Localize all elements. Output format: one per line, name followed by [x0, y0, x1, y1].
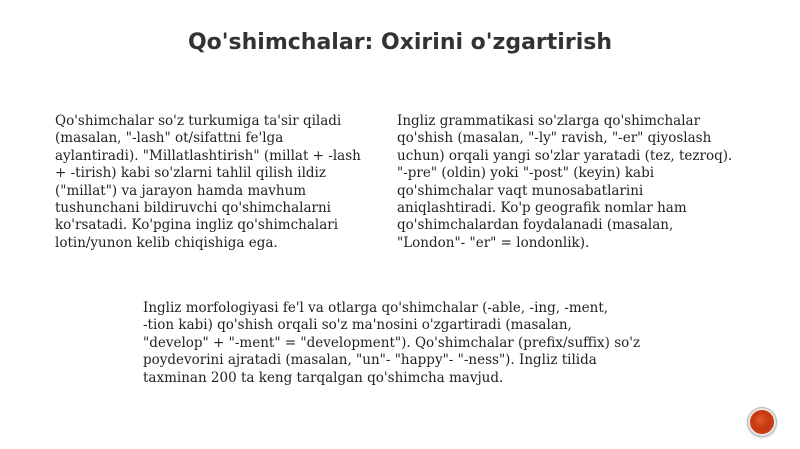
- right-paragraph: Ingliz grammatikasi so'zlarga qo'shimchalar qo'shish (masalan, "-ly" ravish, "-er" qiyoslash uchun) orqali yangi so'zlar yaratadi (tez, tezroq). "-pre" (oldin) yoki "-post" (keyin) kabi qo'shimchalar vaqt munosabatlarini aniqlashtiradi. Ko'p geografik nomlar ham qo'shimchalardan foydalanadi (masalan, "London"- "er" = londonlik).: [397, 113, 733, 251]
- slide-title: Qo'shimchalar: Oxirini o'zgartirish: [187, 30, 612, 55]
- bottom-paragraph: Ingliz morfologiyasi fe'l va otlarga qo'shimchalar (-able, -ing, -ment, -tion kabi) qo'shish orqali so'z ma'nosini o'zgartiradi (masalan, "develop" + "-ment" = "development"). Qo'shimchalar (prefix/suffix) so'z poydevorini ajratadi (masalan, "un"- "happy"- "-ness"). Ingliz tilida taxminan 200 ta keng tarqalgan qo'shimcha mavjud.: [143, 300, 641, 386]
- left-paragraph: Qo'shimchalar so'z turkumiga ta'sir qiladi (masalan, "-lash" ot/sifattni fe'lga aylantiradi). "Millatlashtirish" (millat + -lash + -tirish) kabi so'zlarni tahlil qilish ildiz ("millat") va jarayon hamda mavhum tushunchani bildiruvchi qo'shimchalarni ko'rsatadi. Ko'pgina ingliz qo'shimchalari lotin/yunon kelib chiqishiga ega.: [55, 113, 361, 251]
- next-slide-button[interactable]: [748, 408, 776, 436]
